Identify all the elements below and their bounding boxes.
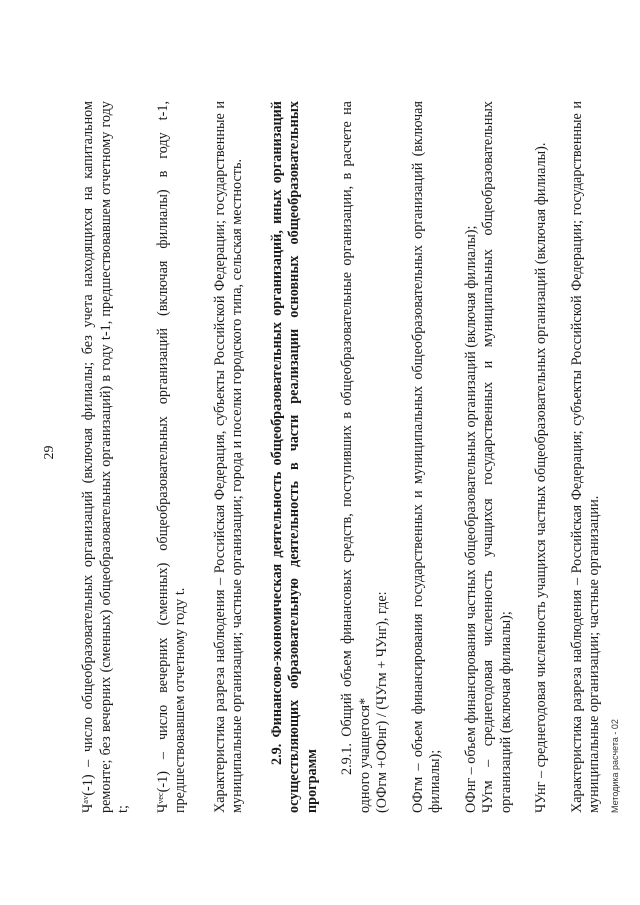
page-body — [80, 101, 604, 813]
paragraph-ch-evening: Чᵛᵉᶜ(-1) – число вечерних (сменных) общеобразовательных организаций (включая филиалы) в году t-1, предшествовавшем отчетному году t. — [154, 101, 188, 813]
paragraph-observation-slice-1: Характеристика разреза наблюдения – Российская Федерация, субъекты Российской Федерации; государственные и муниципальные организации; частные организации; города и поселки городского типа, сельская местность. — [211, 101, 245, 813]
paragraph-ch-day: Чᵃᵛ(-1) – число общеобразовательных организаций (включая филиалы; без учета находящихся на капитальном ремонте; без вечерних (сменных) общеобразовательных организаций) в году t-1, предшествовавшем отчетному году t; — [80, 101, 131, 813]
page-footer: Методика расчета - 02 — [610, 719, 620, 813]
formula: (ОФгм +ОФнг) / (ЧУгм + ЧУнг), где: — [374, 591, 390, 813]
paragraph-2-9-1: 2.9.1. Общий объем финансовых средств, поступивших в общеобразовательные организации, в расчете на одного учащегося* — [339, 101, 373, 813]
paragraph-chu-gm: ЧУгм – среднегодовая численность учащихся государственных и муниципальных общеобразовательных организаций (включая филиалы); — [480, 101, 514, 813]
page-number: 29 — [42, 445, 57, 460]
paragraph-chu-ng: ЧУнг – среднегодовая численность учащихся частных общеобразовательных организаций (включая филиалы). — [533, 142, 549, 813]
paragraph-of-gm: ОФгм – объем финансирования государственных и муниципальных общеобразовательных организаций (включая филиалы); — [409, 101, 443, 813]
paragraph-observation-slice-2: Характеристика разреза наблюдения – Российская Федерация; субъекты Российской Федерации; государственные и муниципальные организации; частные организации. — [568, 101, 602, 813]
section-title-2-9: 2.9. Финансово-экономическая деятельность общеобразовательных организаций, иных организаций осуществляющих образовательную деятельность в части реализации основных общеобразовательных программ — [268, 101, 320, 813]
paragraph-of-ng: ОФнг – объем финансирования частных общеобразовательных организаций (включая филиалы); — [462, 225, 479, 813]
